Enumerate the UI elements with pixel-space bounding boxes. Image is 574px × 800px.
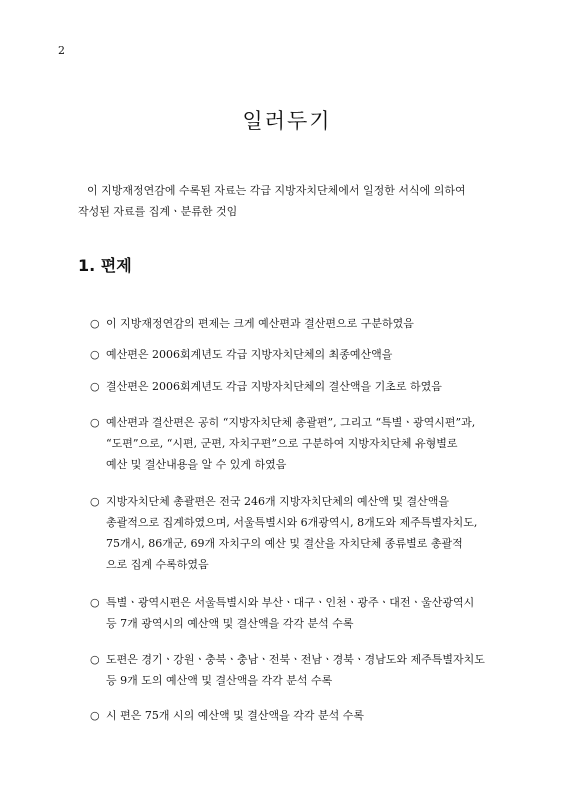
circle-bullet-icon: ○ xyxy=(90,348,100,361)
list-item-line: 특별ㆍ광역시편은 서울특별시와 부산ㆍ대구ㆍ인천ㆍ광주ㆍ대전ㆍ울산광역시 xyxy=(106,596,475,609)
list-item xyxy=(90,592,546,634)
page-title: 일러두기 xyxy=(242,109,332,133)
list-item xyxy=(90,344,546,365)
list-item xyxy=(90,412,546,475)
intro-line: 이 지방재정연감에 수록된 자료는 각급 지방자치단체에서 일정한 서식에 의하여 xyxy=(87,184,466,197)
list-item xyxy=(90,491,546,575)
list-item xyxy=(90,376,546,397)
circle-bullet-icon: ○ xyxy=(90,495,100,508)
list-item xyxy=(90,649,546,691)
list-item-line: 총괄적으로 집계하였으며, 서울특별시와 6개광역시, 8개도와 제주특별자치도, xyxy=(106,516,478,529)
circle-bullet-icon: ○ xyxy=(90,596,100,609)
list-item-line: 도편은 경기ㆍ강원ㆍ충북ㆍ충남ㆍ전북ㆍ전남ㆍ경북ㆍ경남도와 제주특별자치도 xyxy=(106,653,485,666)
list-item-line: 으로 집계 수록하였음 xyxy=(106,558,209,571)
circle-bullet-icon: ○ xyxy=(90,317,100,330)
list-item-line: 예산편은 2006회계년도 각급 지방자치단체의 최종예산액을 xyxy=(106,348,393,361)
circle-bullet-icon: ○ xyxy=(90,709,100,722)
list-item-line: 시 편은 75개 시의 예산액 및 결산액을 각각 분석 수록 xyxy=(106,709,364,722)
circle-bullet-icon: ○ xyxy=(90,416,100,429)
circle-bullet-icon: ○ xyxy=(90,380,100,393)
list-item-line: 지방자치단체 총괄편은 전국 246개 지방자치단체의 예산액 및 결산액을 xyxy=(106,495,449,508)
page-number: 2 xyxy=(58,44,65,57)
list-item-line: “도편”으로, “시편, 군편, 자치구편”으로 구분하여 지방자치단체 유형별로 xyxy=(106,437,458,450)
intro-line: 작성된 자료를 집계ㆍ분류한 것임 xyxy=(78,205,238,218)
section-heading: 1. 편제 xyxy=(78,256,132,275)
list-item-line: 75개시, 86개군, 69개 자치구의 예산 및 결산을 자치단체 종류별로 총괄적 xyxy=(106,537,463,550)
list-item-line: 예산편과 결산편은 공히 “지방자치단체 총괄편”, 그리고 “특별ㆍ광역시편”과, xyxy=(106,416,476,429)
list-item-line: 등 9개 도의 예산액 및 결산액을 각각 분석 수록 xyxy=(106,674,333,687)
circle-bullet-icon: ○ xyxy=(90,653,100,666)
list-item-line: 이 지방재정연감의 편제는 크게 예산편과 결산편으로 구분하였음 xyxy=(106,317,414,330)
list-item-line: 결산편은 2006회계년도 각급 지방자치단체의 결산액을 기초로 하였음 xyxy=(106,380,442,393)
list-item-line: 등 7개 광역시의 예산액 및 결산액을 각각 분석 수록 xyxy=(106,617,354,630)
list-item-line: 예산 및 결산내용을 알 수 있게 하였음 xyxy=(106,458,287,471)
list-item xyxy=(90,313,546,334)
list-item xyxy=(90,705,546,726)
